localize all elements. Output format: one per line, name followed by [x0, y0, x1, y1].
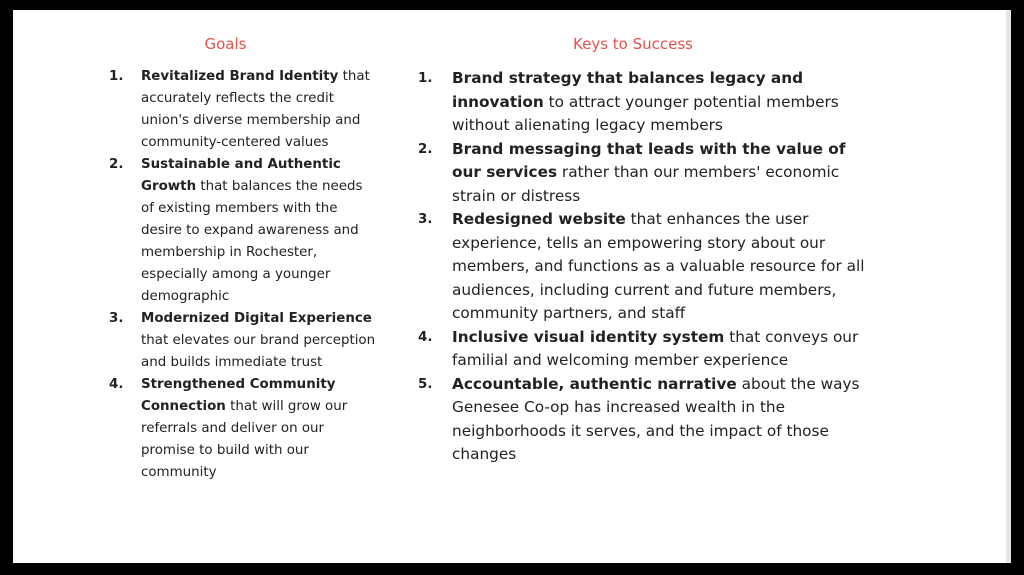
slide: [13, 10, 1011, 563]
key-title: Inclusive visual identity system: [452, 327, 725, 346]
goal-number: 4.: [109, 377, 124, 392]
key-description: that enhances the user experience, tells an empowering story about our members, and functions as a valuable resource for all audiences, including current and future members, community partners, and staff: [452, 210, 865, 322]
goal-item: [109, 154, 379, 308]
goal-item: [109, 66, 379, 154]
goal-item: [109, 374, 379, 484]
key-title: Accountable, authentic narrative: [452, 374, 737, 393]
goal-number: 3.: [109, 311, 124, 326]
key-number: 3.: [418, 212, 433, 227]
key-title: Brand strategy that balances legacy and innovation: [452, 69, 804, 111]
goals-list: [109, 66, 379, 484]
key-description: rather than our members' economic strain or distress: [452, 163, 840, 205]
key-item: [418, 208, 878, 326]
goal-item: [109, 308, 379, 374]
keys-to-success-list: [418, 67, 878, 467]
key-number: 2.: [418, 141, 433, 157]
key-number: 5.: [418, 376, 433, 392]
key-item: [418, 138, 878, 209]
goal-number: 1.: [109, 69, 124, 84]
goal-title: Strengthened Community Connection: [141, 377, 336, 414]
key-item: [418, 373, 878, 467]
goals-heading: Goals: [204, 35, 247, 53]
goal-title: Revitalized Brand Identity: [141, 69, 339, 84]
goal-description: that will grow our referrals and deliver on our promise to build with our community: [141, 399, 348, 480]
goal-description: that elevates our brand perception and builds immediate trust: [141, 333, 376, 370]
goal-title: Sustainable and Authentic Growth: [141, 157, 341, 194]
goal-number: 2.: [109, 157, 124, 172]
keys-to-success-heading: Keys to Success: [573, 35, 693, 53]
key-item: [418, 326, 878, 373]
key-title: Redesigned website: [452, 210, 626, 228]
key-title: Brand messaging that leads with the value of our services: [452, 139, 846, 181]
key-description: to attract younger potential members without alienating legacy members: [452, 92, 839, 134]
goal-title: Modernized Digital Experience: [141, 311, 372, 326]
key-number: 1.: [418, 71, 433, 86]
key-description: that conveys our familial and welcoming member experience: [452, 327, 859, 369]
key-number: 4.: [418, 329, 433, 345]
slide-edge: [1006, 10, 1011, 563]
key-item: [418, 67, 878, 138]
goal-description: that balances the needs of existing members with the desire to expand awareness and membership in Rochester, especially among a younger demographic: [141, 179, 363, 304]
key-description: about the ways Genesee Co-op has increased wealth in the neighborhoods it serves, and the impact of those changes: [452, 374, 860, 463]
goal-description: that accurately reflects the credit union's diverse membership and community-centered values: [141, 69, 370, 150]
